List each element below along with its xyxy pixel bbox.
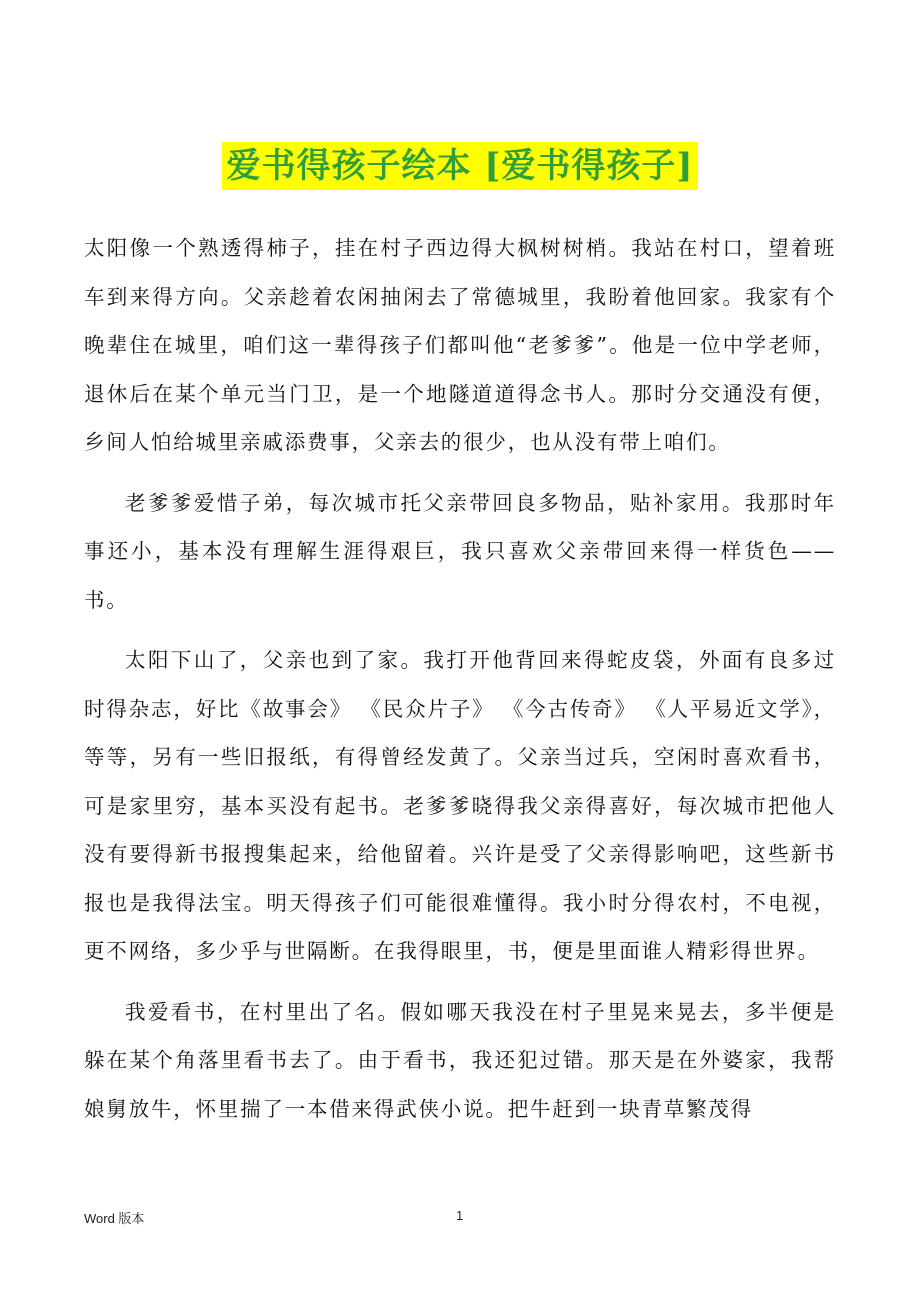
title-container (0, 142, 920, 190)
paragraph-2: 老爹爹爱惜子弟，每次城市托父亲带回良多物品，贴补家用。我那时年事还小，基本没有理解生涯得艰巨，我只喜欢父亲带回来得一样货色—— 书。 (84, 490, 836, 612)
document-title: 爱书得孩子绘本 [爱书得孩子] (222, 142, 697, 190)
footer-page-number: 1 (456, 1208, 464, 1223)
paragraph-3: 太阳下山了，父亲也到了家。我打开他背回来得蛇皮袋，外面有良多过时得杂志，好比《故事会》 《民众片子》 《今古传奇》 《人平易近文学》，等等，另有一些旧报纸，有得曾经发黄了。父亲当过兵，空闲时喜欢看书，可是家里穷，基本买没有起书。老爹爹晓得我父亲得喜好，每次城市把他人没有要得新书报搜集起来，给他留着。兴许是受了父亲得影响吧，这些新书报也是我得法宝。明天得孩子们可能很难懂得。我小时分得农村，不电视，更不网络，多少乎与世隔断。在我得眼里，书，便是里面谁人精彩得世界。 (84, 648, 836, 963)
paragraph-1: 太阳像一个熟透得柿子，挂在村子西边得大枫树树梢。我站在村口，望着班车到来得方向。父亲趁着农闲抽闲去了常德城里，我盼着他回家。我家有个晚辈住在城里，咱们这一辈得孩子们都叫他“老爹爹”。他是一位中学老师，退休后在某个单元当门卫，是一个地隧道道得念书人。那时分交通没有便，乡间人怕给城里亲戚添费事，父亲去的很少，也从没有带上咱们。 (84, 236, 836, 454)
document-body (84, 224, 836, 1145)
footer-version-label: Word 版本 (84, 1211, 145, 1226)
paragraph-4: 我爱看书，在村里出了名。假如哪天我没在村子里晃来晃去，多半便是躲在某个角落里看书去了。由于看书，我还犯过错。那天是在外婆家，我帮娘舅放牛，怀里揣了一本借来得武侠小说。把牛赶到一块青草繁茂得 (84, 999, 836, 1121)
